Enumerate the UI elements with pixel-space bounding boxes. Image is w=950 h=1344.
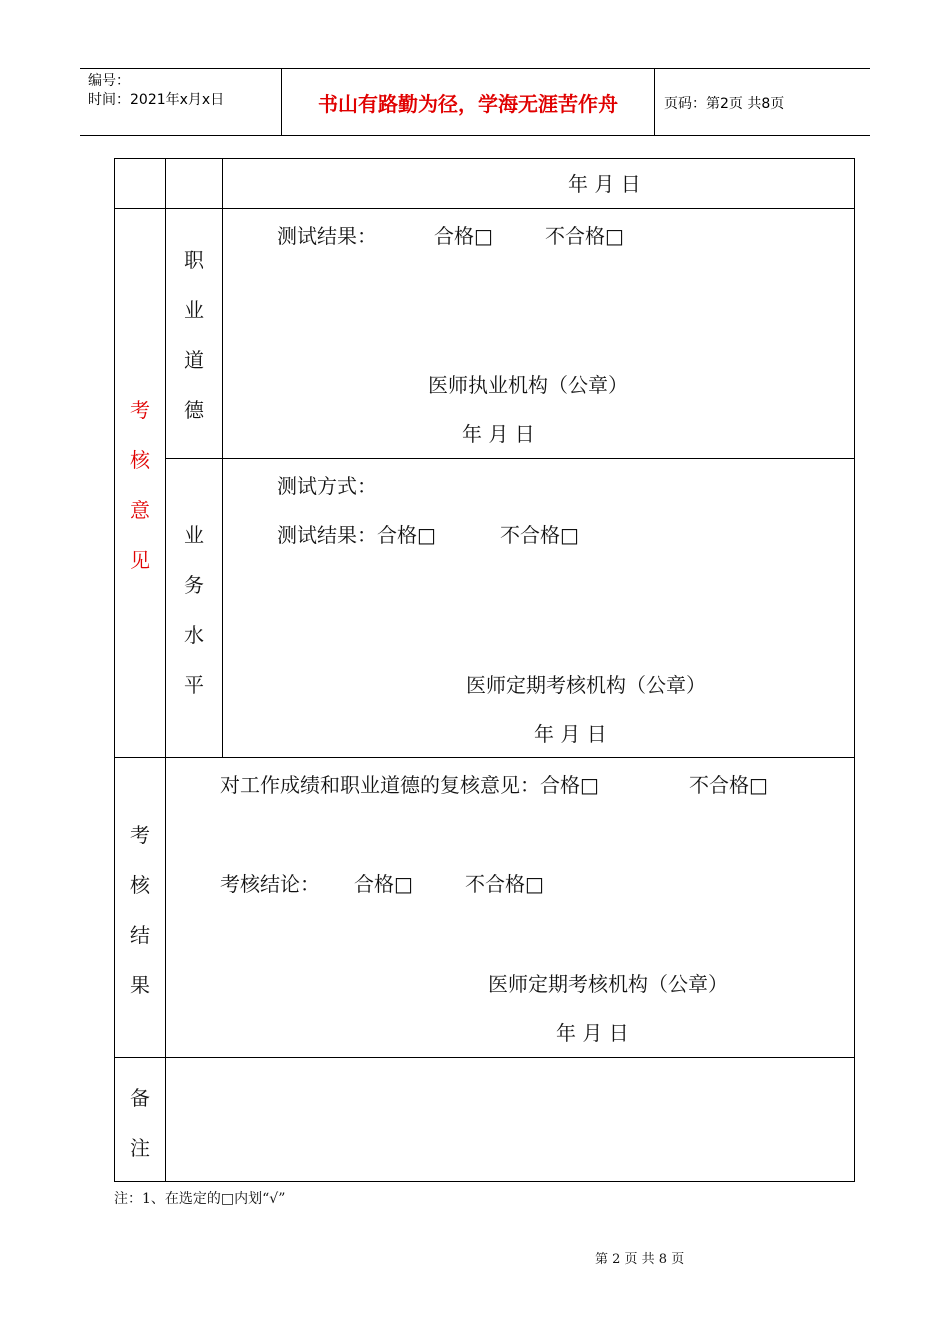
page-code: 页码：第2页 共8页 [664,96,785,112]
result-label-char: 核 [130,873,150,897]
table-column-divider [165,158,166,1182]
table-border-top [114,158,855,159]
table-border-right [854,158,855,1182]
result-seal: 医师定期考核机构（公章） [488,972,728,996]
assessment-opinion-label-char: 核 [130,448,150,472]
table-row-divider [114,208,855,209]
header-top-rule [80,68,870,69]
conclusion-label: 考核结论： [220,872,320,896]
result-label-char: 结 [130,923,150,947]
ethics-label-char: 业 [184,298,204,322]
remarks-label-char: 备 [130,1086,150,1110]
skill-label-char: 业 [184,523,204,547]
table-column-divider [222,158,223,758]
skill-label-char: 平 [184,673,204,697]
skill-seal: 医师定期考核机构（公章） [466,673,706,697]
result-label-char: 考 [130,823,150,847]
skill-label-char: 务 [184,573,204,597]
conclusion-pass-checkbox[interactable]: 合格□ [354,872,413,896]
assessment-opinion-label-char: 意 [130,498,150,522]
table-border-bottom [114,1181,855,1182]
review-pass-checkbox[interactable]: 对工作成绩和职业道德的复核意见：合格□ [220,773,599,797]
header-motto: 书山有路勤为径，学海无涯苦作舟 [318,92,618,116]
result-label-char: 果 [130,973,150,997]
skill-pass-checkbox[interactable]: 测试结果：合格□ [277,523,436,547]
ethics-pass-checkbox[interactable]: 合格□ [434,224,493,248]
table-row-divider [165,458,855,459]
assessment-opinion-label-char: 考 [130,398,150,422]
ethics-label-char: 德 [184,398,204,422]
result-date: 年 月 日 [556,1021,629,1045]
document-date-label: 时间：2021年x月x日 [88,92,225,108]
remarks-label-char: 注 [130,1136,150,1160]
top-row-date: 年 月 日 [568,172,641,196]
table-border-left [114,158,115,1182]
conclusion-fail-checkbox[interactable]: 不合格□ [465,872,544,896]
table-row-divider [114,757,855,758]
ethics-result-label: 测试结果： [277,224,377,248]
page-footer: 第 2 页 共 8 页 [595,1252,685,1267]
skill-fail-checkbox[interactable]: 不合格□ [500,523,579,547]
skill-date: 年 月 日 [534,722,607,746]
review-fail-checkbox[interactable]: 不合格□ [689,773,768,797]
ethics-label-char: 职 [184,248,204,272]
ethics-fail-checkbox[interactable]: 不合格□ [545,224,624,248]
skill-label-char: 水 [184,623,204,647]
assessment-opinion-label-char: 见 [130,548,150,572]
ethics-seal: 医师执业机构（公章） [428,373,628,397]
table-row-divider [114,1057,855,1058]
document-number-label: 编号： [88,73,130,89]
header-bottom-rule [80,135,870,136]
skill-method-label: 测试方式： [277,474,377,498]
ethics-label-char: 道 [184,348,204,372]
ethics-date: 年 月 日 [462,422,535,446]
header-divider [654,68,655,136]
footnote: 注：1、在选定的□内划“√” [114,1191,286,1207]
